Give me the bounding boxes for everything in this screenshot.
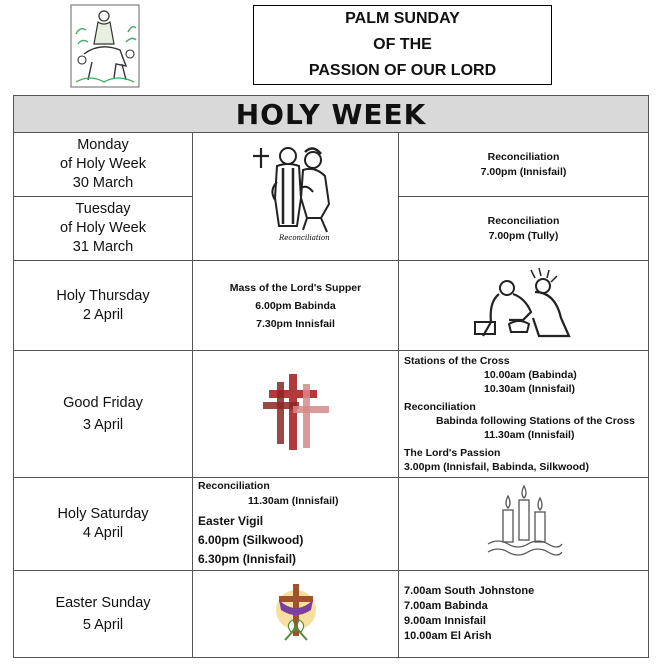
day-thursday <box>14 261 193 351</box>
holy-week-table <box>13 95 649 658</box>
mass-time: 7.00am Babinda <box>404 600 488 612</box>
candles-icon <box>484 482 564 562</box>
monday-events <box>399 133 649 197</box>
day-name: Holy Saturday <box>57 506 149 522</box>
day-name: Holy Thursday <box>56 287 150 304</box>
event-title: The Lord's Passion <box>404 447 501 459</box>
event-time: 3.00pm (Innisfail, Babinda, Silkwood) <box>404 461 589 473</box>
event-title: Reconciliation <box>404 401 476 413</box>
event-title: Easter Vigil <box>198 514 264 528</box>
day-name: Tuesday <box>75 201 131 217</box>
title-line-2: OF THE <box>373 36 432 53</box>
event-time: 6.30pm (Innisfail) <box>198 552 297 566</box>
palm-sunday-illustration-icon <box>70 4 140 88</box>
event-title: Reconciliation <box>198 480 270 492</box>
event-time: Babinda following Stations of the Cross <box>436 415 635 427</box>
mass-time: 7.00am South Johnstone <box>404 585 535 597</box>
event-time: 6.00pm (Silkwood) <box>198 533 304 547</box>
foot-washing-illustration <box>399 261 649 351</box>
event-title: Reconciliation <box>487 214 560 227</box>
day-name: Easter Sunday <box>55 595 151 611</box>
table-heading: HOLY WEEK <box>14 96 649 133</box>
title-box <box>253 5 552 85</box>
day-date: 30 March <box>72 175 134 191</box>
day-sub: of Holy Week <box>60 220 146 236</box>
day-sub: of Holy Week <box>60 156 146 172</box>
event-title: Reconciliation <box>487 150 560 163</box>
day-date: 4 April <box>82 525 124 541</box>
easter-cross-illustration <box>193 571 399 658</box>
event-time: 7.30pm Innisfail <box>256 317 335 330</box>
day-sunday <box>14 571 193 658</box>
friday-events <box>399 351 649 478</box>
mass-time: 10.00am El Arish <box>404 630 492 642</box>
day-monday <box>14 133 193 197</box>
event-title: Mass of the Lord's Supper <box>229 281 362 294</box>
reconciliation-illustration <box>193 133 399 261</box>
day-name: Good Friday <box>63 395 143 411</box>
day-date: 5 April <box>82 617 124 633</box>
tuesday-events <box>399 197 649 261</box>
crosses-icon <box>261 372 331 452</box>
day-date: 3 April <box>82 417 124 433</box>
title-line-1: PALM SUNDAY <box>345 10 460 27</box>
reconciliation-icon <box>241 138 351 250</box>
title-line-3: PASSION OF OUR LORD <box>308 62 497 79</box>
saturday-events <box>193 478 399 571</box>
day-date: 2 April <box>82 306 124 323</box>
day-date: 31 March <box>72 239 134 255</box>
event-time: 11.30am (Innisfail) <box>248 495 339 507</box>
event-time: 7.00pm (Innisfail) <box>480 165 567 178</box>
reconciliation-caption: Reconciliation <box>278 234 330 242</box>
event-time: 11.30am (Innisfail) <box>484 429 575 441</box>
event-time: 10.00am (Babinda) <box>484 369 577 381</box>
event-time: 7.00pm (Tully) <box>488 229 559 242</box>
foot-washing-icon <box>469 262 579 344</box>
sunday-events <box>399 571 649 658</box>
event-time: 6.00pm Babinda <box>255 299 336 312</box>
day-saturday <box>14 478 193 571</box>
day-friday <box>14 351 193 478</box>
day-tuesday <box>14 197 193 261</box>
event-title: Stations of the Cross <box>404 355 510 367</box>
thursday-events <box>193 261 399 351</box>
candles-illustration <box>399 478 649 571</box>
crosses-illustration <box>193 351 399 478</box>
easter-cross-icon <box>271 580 321 644</box>
day-name: Monday <box>77 137 129 153</box>
mass-time: 9.00am Innisfail <box>404 615 486 627</box>
event-time: 10.30am (Innisfail) <box>484 383 576 395</box>
